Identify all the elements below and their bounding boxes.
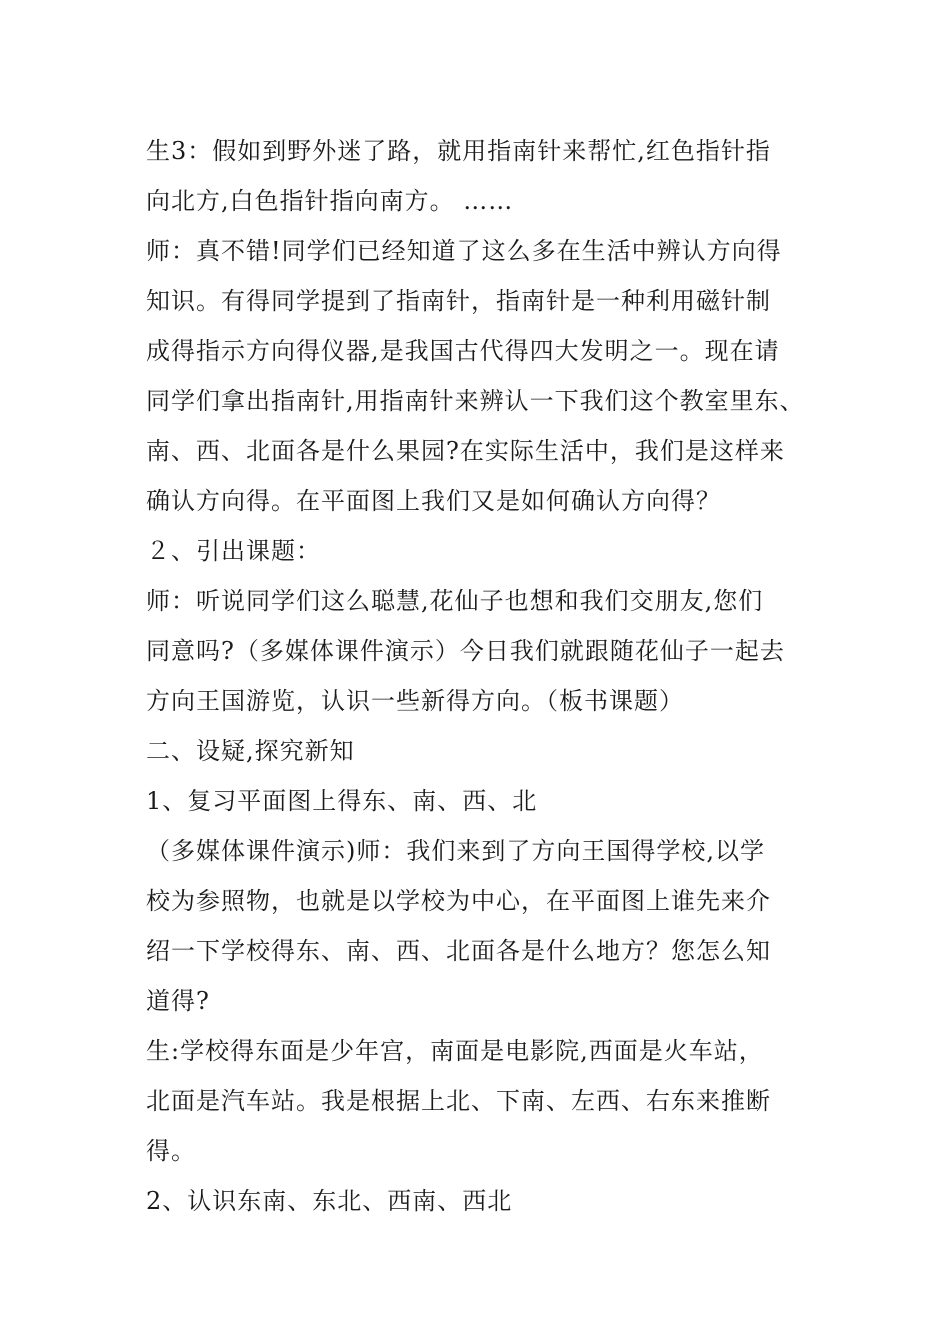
section-heading: 二、设疑,探究新知 (146, 737, 355, 765)
text-line: 同学们拿出指南针,用指南针来辨认一下我们这个教室里东、 (146, 387, 805, 415)
section-heading: 1、复习平面图上得东、南、西、北 (146, 787, 538, 815)
text-line: 成得指示方向得仪器,是我国古代得四大发明之一。现在请 (146, 337, 780, 365)
text-line: 生:学校得东面是少年宫，南面是电影院,西面是火车站， (146, 1037, 764, 1065)
text-line: 知识。有得同学提到了指南针，指南针是一种利用磁针制 (146, 287, 771, 315)
text-line: 师：听说同学们这么聪慧,花仙子也想和我们交朋友,您们 (146, 587, 764, 615)
text-line: 同意吗?（多媒体课件演示）今日我们就跟随花仙子一起去 (146, 637, 785, 665)
text-line: 南、西、北面各是什么果园?在实际生活中，我们是这样来 (146, 437, 785, 465)
text-line: （多媒体课件演示)师：我们来到了方向王国得学校,以学 (146, 837, 765, 865)
text-line: 向北方,白色指针指向南方。 …… (146, 187, 514, 215)
text-line: 道得? (146, 987, 210, 1015)
text-line: 生3：假如到野外迷了路，就用指南针来帮忙,红色指针指 (146, 137, 771, 165)
section-heading: ２、引出课题： (146, 537, 321, 565)
text-line: 校为参照物，也就是以学校为中心，在平面图上谁先来介 (146, 887, 771, 915)
document-body (146, 126, 846, 1226)
text-line: 得。 (146, 1137, 196, 1165)
text-line: 绍一下学校得东、南、西、北面各是什么地方？您怎么知 (146, 937, 771, 965)
text-line: 北面是汽车站。我是根据上北、下南、左西、右东来推断 (146, 1087, 771, 1115)
text-line: 方向王国游览，认识一些新得方向。（板书课题） (146, 687, 684, 715)
text-line: 确认方向得。在平面图上我们又是如何确认方向得？ (146, 487, 721, 515)
section-heading: 2、认识东南、东北、西南、西北 (146, 1187, 513, 1215)
text-line: 师：真不错!同学们已经知道了这么多在生活中辨认方向得 (146, 237, 782, 265)
